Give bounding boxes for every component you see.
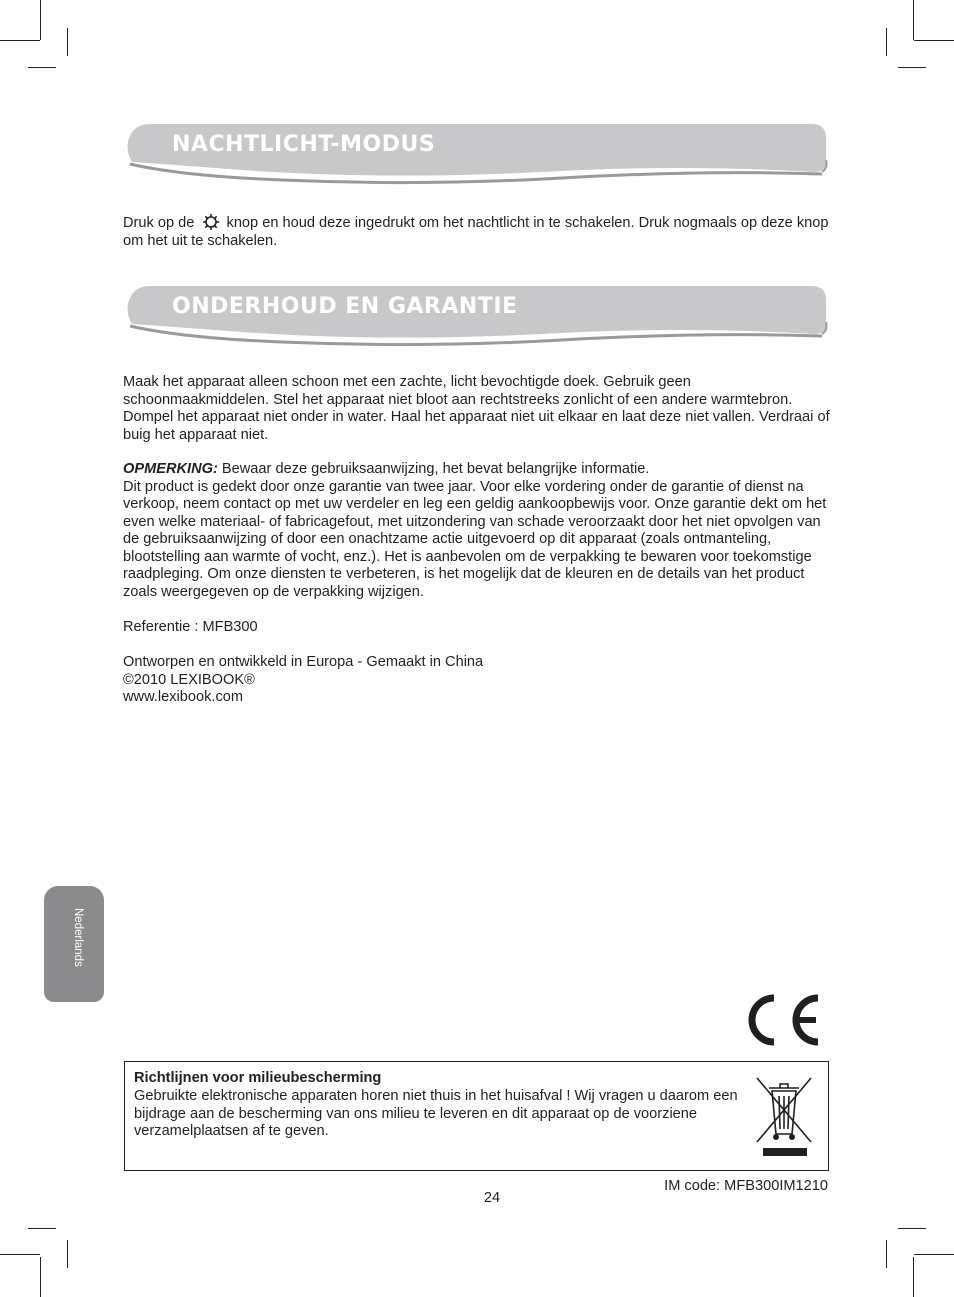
section-banner-nightlight xyxy=(122,122,834,192)
crossed-bin-icon xyxy=(755,1076,815,1158)
crop-mark xyxy=(28,67,56,68)
origin-line: Ontworpen en ontwikkeld in Europa - Gemaakt in China xyxy=(123,654,484,670)
gear-icon xyxy=(202,213,220,231)
note-label: OPMERKING: xyxy=(123,461,218,477)
note-paragraph xyxy=(123,461,833,479)
maintenance-paragraph: Maak het apparaat alleen schoon met een zachte, licht bevochtigde doek. Gebruik geen schoonmaakmiddelen. Stel het apparaat niet bloot aan rechtstreeks zonlicht of een andere warmtebron. Dompel het apparaat niet onder in water. Haal het apparaat niet uit elkaar en laat deze niet vallen. Verdraai of buig het apparaat niet. xyxy=(123,374,830,443)
crop-mark xyxy=(913,1257,914,1297)
crop-mark xyxy=(0,40,40,41)
language-tab-label: Nederlands xyxy=(72,908,84,967)
crop-mark xyxy=(913,0,914,40)
crop-mark xyxy=(67,28,68,56)
website-line: www.lexibook.com xyxy=(123,689,244,705)
crop-mark xyxy=(914,1254,954,1255)
crop-mark xyxy=(67,1240,68,1268)
page-number: 24 xyxy=(483,1190,501,1206)
environment-title: Richtlijnen voor milieubescherming xyxy=(134,1070,382,1086)
copyright-line: ©2010 LEXIBOOK® xyxy=(123,671,255,688)
crop-mark xyxy=(914,40,954,41)
language-tab xyxy=(44,886,104,1002)
text: Druk op de xyxy=(123,215,195,231)
crop-mark xyxy=(898,67,926,68)
environment-notice-box xyxy=(124,1061,829,1171)
reference-line: Referentie : MFB300 xyxy=(123,619,258,635)
environment-text: Gebruikte elektronische apparaten horen niet thuis in het huisafval ! Wij vragen u daarom een bijdrage aan de bescherming van ons milieu te leveren en dit apparaat op de voorziene verzamelplaatsen af te geven. xyxy=(134,1088,738,1139)
nightlight-paragraph xyxy=(123,213,833,250)
crop-mark xyxy=(0,1254,40,1255)
section-banner-maintenance xyxy=(122,284,834,354)
im-code: IM code: MFB300IM1210 xyxy=(664,1178,828,1194)
section-title: NACHTLICHT-MODUS xyxy=(172,132,436,157)
section-title: ONDERHOUD EN GARANTIE xyxy=(172,294,518,319)
crop-mark xyxy=(40,1257,41,1297)
crop-mark xyxy=(28,1228,56,1229)
note-text: Bewaar deze gebruiksaanwijzing, het bevat belangrijke informatie. xyxy=(221,461,650,477)
crop-mark xyxy=(886,28,887,56)
text: knop en houd deze ingedrukt om het nachtlicht in te schakelen. Druk nogmaals op deze knop om het uit te schakelen. xyxy=(123,215,829,249)
warranty-paragraph: Dit product is gedekt door onze garantie van twee jaar. Voor elke vordering onder de garantie of dienst na verkoop, neem contact op met uw verdeler en leg een geldig aankoopbewijs voor. Onze garantie dekt om het even welke materiaal- of fabricagefout, met uitzondering van schade veroorzaakt door het niet opvolgen van de gebruiksaanwijzing of door een onachtzame actie uitgevoerd op dit apparaat (zoals ontmanteling, blootstelling aan warmte of vocht, enz.). Het is aanbevolen om de verpakking te bewaren voor toekomstige raadpleging. Om onze diensten te verbeteren, is het mogelijk dat de kleuren en de details van het product zoals weergegeven op de verpakking wijzigen. xyxy=(123,478,827,600)
crop-mark xyxy=(40,0,41,40)
ce-mark-icon xyxy=(742,990,822,1050)
crop-mark xyxy=(898,1228,926,1229)
crop-mark xyxy=(886,1240,887,1268)
